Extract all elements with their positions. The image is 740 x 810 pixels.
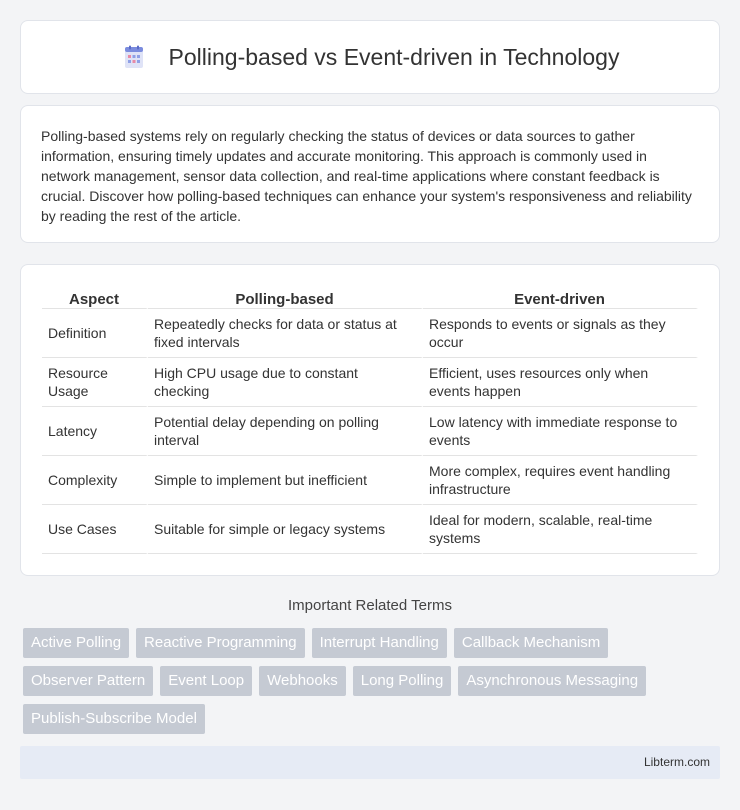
row-event: Efficient, uses resources only when events happen [423, 358, 698, 407]
document-icon [121, 44, 147, 70]
table-row [42, 456, 698, 505]
footer-site-link[interactable]: Libterm.com [643, 755, 710, 769]
table-row [42, 358, 698, 407]
intro-text: Polling-based systems rely on regularly checking the status of devices or data sources to gather information, ensuring timely updates and accurate monitoring. This approach is commonly used in network management, sensor data collection, and real-time applications where constant feedback is crucial. Discover how polling-based techniques can enhance your system's responsiveness and reliability by reading the rest of the article. [41, 128, 692, 224]
intro-card [20, 105, 720, 243]
table-row [42, 407, 698, 456]
related-term-tag[interactable]: Interrupt Handling [312, 628, 447, 658]
row-event: Responds to events or signals as they occur [423, 309, 698, 358]
page-title: Polling-based vs Event-driven in Technology [168, 43, 620, 70]
row-event: Ideal for modern, scalable, real-time systems [423, 505, 698, 554]
row-polling: Suitable for simple or legacy systems [148, 505, 423, 554]
related-terms-title: Important Related Terms [288, 597, 452, 614]
related-term-tag[interactable]: Webhooks [259, 666, 346, 696]
footer [20, 746, 720, 779]
row-polling: Potential delay depending on polling interval [148, 407, 423, 456]
header-event: Event-driven [423, 287, 698, 309]
row-event: More complex, requires event handling infrastructure [423, 456, 698, 505]
related-term-tag[interactable]: Publish-Subscribe Model [23, 704, 205, 734]
table-row [42, 505, 698, 554]
comparison-table [42, 287, 698, 554]
row-aspect: Definition [42, 309, 148, 358]
table-row [42, 309, 698, 358]
row-polling: High CPU usage due to constant checking [148, 358, 423, 407]
related-term-tag[interactable]: Observer Pattern [23, 666, 153, 696]
row-event: Low latency with immediate response to events [423, 407, 698, 456]
title-card [20, 20, 720, 94]
table-header-row [42, 287, 698, 309]
row-aspect: Use Cases [42, 505, 148, 554]
related-term-tag[interactable]: Event Loop [160, 666, 252, 696]
related-term-tag[interactable]: Callback Mechanism [454, 628, 608, 658]
row-aspect: Resource Usage [42, 358, 148, 407]
header-aspect: Aspect [42, 287, 148, 309]
comparison-card [20, 264, 720, 576]
header-polling: Polling-based [148, 287, 423, 309]
related-term-tag[interactable]: Active Polling [23, 628, 129, 658]
row-polling: Repeatedly checks for data or status at fixed intervals [148, 309, 423, 358]
row-aspect: Complexity [42, 456, 148, 505]
row-aspect: Latency [42, 407, 148, 456]
related-term-tag[interactable]: Long Polling [353, 666, 452, 696]
related-terms-list [23, 628, 713, 734]
related-term-tag[interactable]: Reactive Programming [136, 628, 305, 658]
related-term-tag[interactable]: Asynchronous Messaging [458, 666, 646, 696]
row-polling: Simple to implement but inefficient [148, 456, 423, 505]
